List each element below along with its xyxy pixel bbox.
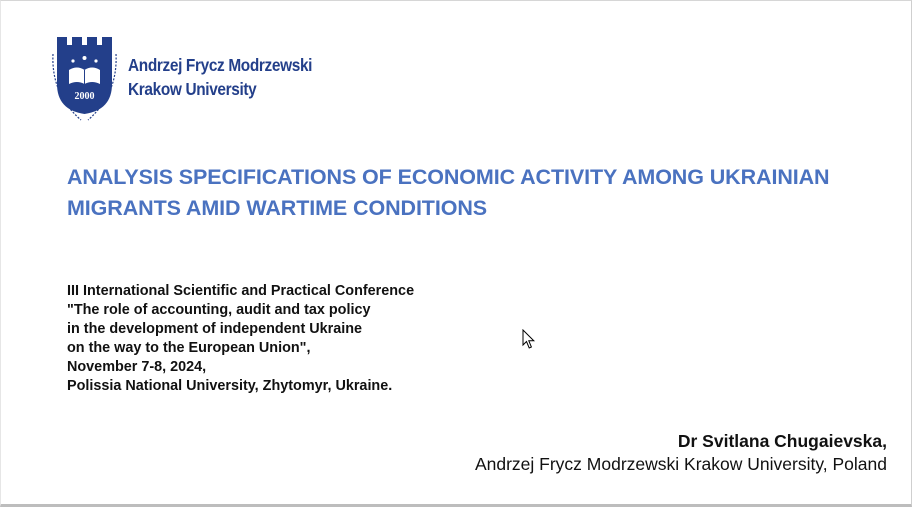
slide-title-line1: ANALYSIS SPECIFICATIONS OF ECONOMIC ACTIVITY AMONG UKRAINIAN — [67, 165, 830, 189]
conference-line: November 7-8, 2024, — [67, 359, 207, 375]
slide-title-line2: MIGRANTS AMID WARTIME CONDITIONS — [67, 196, 488, 220]
mouse-pointer-icon — [522, 329, 536, 350]
conference-line: on the way to the European Union", — [67, 340, 311, 356]
author-block — [475, 430, 887, 476]
conference-line: "The role of accounting, audit and tax policy — [67, 302, 371, 318]
logo-year: 2000 — [74, 91, 95, 102]
university-name — [128, 53, 312, 101]
conference-info — [67, 282, 414, 396]
slide-title — [67, 162, 887, 224]
author-name: Dr Svitlana Chugaievska, — [677, 431, 887, 451]
conference-line: III International Scientific and Practical Conference — [67, 283, 415, 299]
university-crest-icon — [51, 34, 123, 124]
university-name-line1: Andrzej Frycz Modrzewski — [128, 55, 313, 75]
university-name-line2: Krakow University — [128, 79, 257, 99]
conference-line: in the development of independent Ukraine — [67, 321, 363, 337]
conference-line: Polissia National University, Zhytomyr, Ukraine. — [67, 378, 393, 394]
author-affiliation: Andrzej Frycz Modrzewski Krakow University, Poland — [474, 454, 887, 474]
